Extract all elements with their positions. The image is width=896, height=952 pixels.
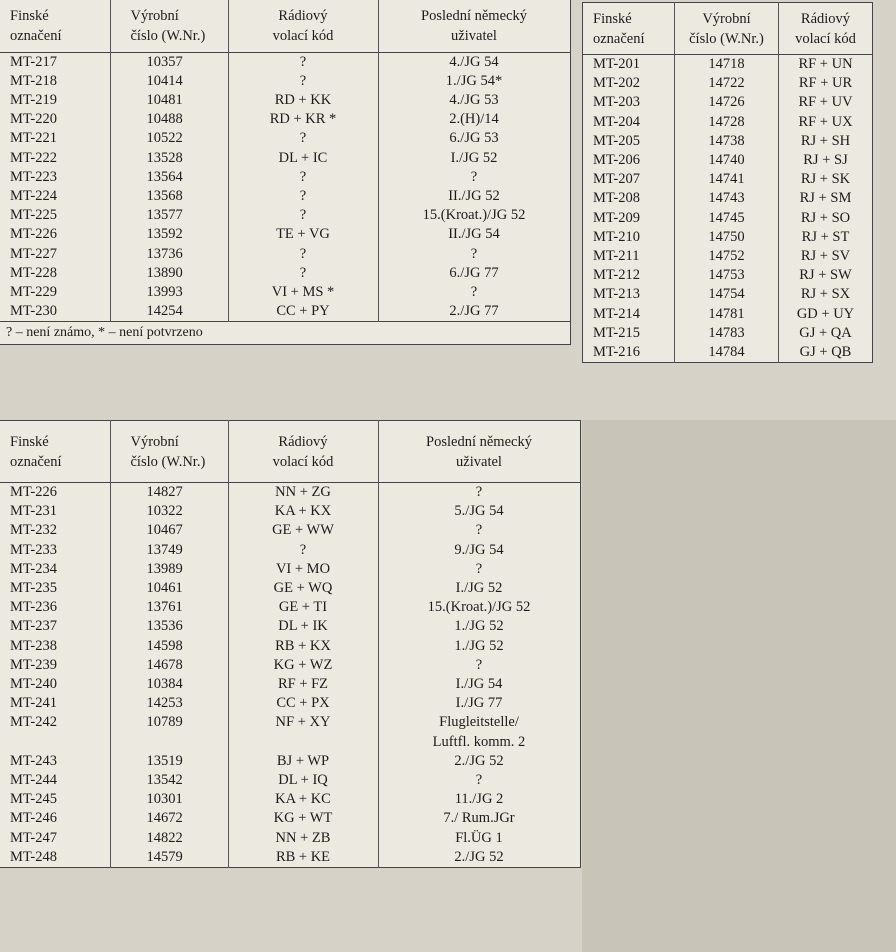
table-row <box>0 713 580 732</box>
designation-cell: MT-215 <box>593 324 640 341</box>
serial-cell: 14718 <box>675 55 779 75</box>
designation-cell: MT-222 <box>10 149 57 166</box>
serial-cell: 13536 <box>110 617 228 636</box>
designation-cell: MT-202 <box>593 75 640 92</box>
designation-cell: MT-206 <box>593 152 640 169</box>
table-row <box>0 617 580 636</box>
designation-cell: MT-248 <box>10 848 57 865</box>
table-row <box>0 809 580 828</box>
serial-cell: 10467 <box>110 521 228 540</box>
designation-cell: MT-220 <box>10 111 57 128</box>
designation-cell: MT-243 <box>10 752 57 769</box>
serial-cell: 13761 <box>110 598 228 617</box>
serial-cell: 10522 <box>110 129 228 148</box>
last-user-cell: II./JG 54 <box>378 225 570 244</box>
table-row <box>583 55 873 75</box>
serial-cell: 14753 <box>675 266 779 285</box>
designation-cell: MT-211 <box>593 248 640 265</box>
callsign-cell: KG + WZ <box>228 656 378 675</box>
designation-cell: MT-236 <box>10 599 57 616</box>
designation-cell: MT-234 <box>10 560 57 577</box>
serial-cell: 14827 <box>110 483 228 503</box>
callsign-cell: ? <box>228 72 378 91</box>
last-user-cell: ? <box>378 245 570 264</box>
header-finnish-designation: Finské označení <box>0 0 110 52</box>
serial-cell: 14783 <box>675 324 779 343</box>
designation-cell: MT-228 <box>10 264 57 281</box>
table-row <box>0 752 580 771</box>
header-radio-callsign: Rádiový volací kód <box>228 0 378 52</box>
serial-cell: 13564 <box>110 168 228 187</box>
designation-cell: MT-219 <box>10 91 57 108</box>
table-row <box>0 771 580 790</box>
table-row <box>583 305 873 324</box>
serial-cell: 14784 <box>675 343 779 363</box>
serial-cell: 13592 <box>110 225 228 244</box>
callsign-cell: NF + XY <box>228 713 378 732</box>
designation-cell: MT-247 <box>10 829 57 846</box>
callsign-cell: ? <box>228 245 378 264</box>
serial-cell: 14738 <box>675 132 779 151</box>
serial-cell: 14752 <box>675 247 779 266</box>
serial-cell: 14740 <box>675 151 779 170</box>
designation-cell: MT-239 <box>10 656 57 673</box>
callsign-cell: GE + TI <box>228 598 378 617</box>
serial-cell: 13568 <box>110 187 228 206</box>
last-user-cell: 15.(Kroat.)/JG 52 <box>378 598 580 617</box>
table-row <box>0 168 570 187</box>
designation-cell: MT-233 <box>10 541 57 558</box>
last-user-cell: ? <box>378 771 580 790</box>
callsign-cell: RJ + SX <box>779 285 873 304</box>
last-user-cell: ? <box>378 521 580 540</box>
callsign-cell: KG + WT <box>228 809 378 828</box>
table-row <box>0 560 580 579</box>
table-row <box>583 170 873 189</box>
designation-cell: MT-235 <box>10 580 57 597</box>
serial-cell: 14728 <box>675 113 779 132</box>
table-row <box>0 302 570 322</box>
designation-cell: MT-201 <box>593 56 640 72</box>
serial-cell: 10357 <box>110 52 228 72</box>
serial-cell: 14754 <box>675 285 779 304</box>
serial-cell: 14781 <box>675 305 779 324</box>
designation-cell: MT-232 <box>10 522 57 539</box>
table-row <box>583 113 873 132</box>
table-row <box>0 829 580 848</box>
table-row <box>0 694 580 713</box>
serial-cell: 14579 <box>110 848 228 868</box>
designation-cell: MT-203 <box>593 94 640 111</box>
designation-cell: MT-223 <box>10 168 57 185</box>
serial-cell: 10488 <box>110 110 228 129</box>
designation-cell: MT-217 <box>10 53 57 70</box>
callsign-cell: RJ + SO <box>779 209 873 228</box>
callsign-cell <box>228 733 378 752</box>
callsign-cell: RJ + ST <box>779 228 873 247</box>
serial-cell: 10414 <box>110 72 228 91</box>
designation-cell: MT-208 <box>593 190 640 207</box>
table-row <box>0 52 570 72</box>
table-row <box>583 324 873 343</box>
designation-cell: MT-224 <box>10 187 57 204</box>
callsign-cell: KA + KC <box>228 790 378 809</box>
table-row <box>0 541 580 560</box>
table-row <box>0 579 580 598</box>
callsign-cell: CC + PX <box>228 694 378 713</box>
serial-cell: 14750 <box>675 228 779 247</box>
designation-cell: MT-204 <box>593 113 640 130</box>
callsign-cell: GJ + QA <box>779 324 873 343</box>
table-row <box>0 264 570 283</box>
table-row <box>0 598 580 617</box>
table-right-top <box>582 2 873 363</box>
header-radio-callsign: Rádiový volací kód <box>779 3 873 55</box>
last-user-cell: ? <box>378 283 570 302</box>
header-finnish-designation: Finské označení <box>583 3 675 55</box>
callsign-cell: RF + UX <box>779 113 873 132</box>
callsign-cell: CC + PY <box>228 302 378 322</box>
header-last-german-user: Poslední německý uživatel <box>378 0 570 52</box>
header-serial-number: Výrobní číslo (W.Nr.) <box>675 3 779 55</box>
last-user-cell: ? <box>378 560 580 579</box>
designation-cell: MT-210 <box>593 228 640 245</box>
serial-cell <box>110 733 228 752</box>
table-row <box>0 521 580 540</box>
designation-cell: MT-209 <box>593 209 640 226</box>
callsign-cell: RD + KR * <box>228 110 378 129</box>
last-user-cell: 6./JG 53 <box>378 129 570 148</box>
last-user-cell: 4./JG 53 <box>378 91 570 110</box>
table-row <box>0 225 570 244</box>
table-row <box>583 266 873 285</box>
serial-cell: 10384 <box>110 675 228 694</box>
table-row <box>583 285 873 304</box>
callsign-cell: RF + UR <box>779 74 873 93</box>
serial-cell: 13989 <box>110 560 228 579</box>
callsign-cell: DL + IC <box>228 149 378 168</box>
serial-cell: 10322 <box>110 502 228 521</box>
serial-cell: 10461 <box>110 579 228 598</box>
designation-cell: MT-231 <box>10 503 57 520</box>
last-user-cell: 2./JG 52 <box>378 752 580 771</box>
last-user-cell: 9./JG 54 <box>378 541 580 560</box>
table-row <box>583 151 873 170</box>
table-row <box>0 129 570 148</box>
header-serial-number: Výrobní číslo (W.Nr.) <box>110 421 228 483</box>
designation-cell: MT-214 <box>593 305 640 322</box>
last-user-cell: ? <box>378 656 580 675</box>
table-row <box>0 483 580 503</box>
designation-cell: MT-227 <box>10 245 57 262</box>
table-row <box>0 245 570 264</box>
last-user-cell: I./JG 77 <box>378 694 580 713</box>
last-user-cell: 11./JG 2 <box>378 790 580 809</box>
callsign-cell: RF + UV <box>779 93 873 112</box>
last-user-cell: 5./JG 54 <box>378 502 580 521</box>
designation-cell: MT-221 <box>10 130 57 147</box>
callsign-cell: VI + MO <box>228 560 378 579</box>
callsign-cell: RB + KE <box>228 848 378 868</box>
callsign-cell: GJ + QB <box>779 343 873 363</box>
last-user-cell: 2.(H)/14 <box>378 110 570 129</box>
table-row <box>583 189 873 208</box>
callsign-cell: RJ + SH <box>779 132 873 151</box>
table-row <box>583 228 873 247</box>
designation-cell: MT-205 <box>593 132 640 149</box>
serial-cell: 14822 <box>110 829 228 848</box>
designation-cell: MT-242 <box>10 714 57 731</box>
designation-cell: MT-240 <box>10 676 57 693</box>
last-user-cell: I./JG 52 <box>378 149 570 168</box>
serial-cell: 14598 <box>110 637 228 656</box>
table-row <box>0 637 580 656</box>
designation-cell: MT-212 <box>593 267 640 284</box>
serial-cell: 14253 <box>110 694 228 713</box>
callsign-cell: DL + IK <box>228 617 378 636</box>
page-background-right <box>582 420 896 952</box>
callsign-cell: RF + UN <box>779 55 873 75</box>
serial-cell: 13993 <box>110 283 228 302</box>
designation-cell: MT-245 <box>10 791 57 808</box>
designation-cell <box>0 733 110 752</box>
designation-cell: MT-229 <box>10 283 57 300</box>
callsign-cell: RJ + SK <box>779 170 873 189</box>
table-row <box>0 110 570 129</box>
callsign-cell: ? <box>228 264 378 283</box>
callsign-cell: GD + UY <box>779 305 873 324</box>
serial-cell: 10481 <box>110 91 228 110</box>
table-header-row <box>0 0 570 52</box>
table-row <box>0 656 580 675</box>
serial-cell: 14741 <box>675 170 779 189</box>
table-row <box>0 848 580 868</box>
last-user-cell: II./JG 52 <box>378 187 570 206</box>
designation-cell: MT-230 <box>10 303 57 320</box>
table-row <box>0 502 580 521</box>
table-row <box>583 209 873 228</box>
serial-cell: 14743 <box>675 189 779 208</box>
last-user-cell: Fl.ÜG 1 <box>378 829 580 848</box>
table-row <box>583 93 873 112</box>
last-user-cell: I./JG 52 <box>378 579 580 598</box>
callsign-cell: ? <box>228 52 378 72</box>
last-user-cell: ? <box>378 168 570 187</box>
callsign-cell: GE + WQ <box>228 579 378 598</box>
serial-cell: 13736 <box>110 245 228 264</box>
callsign-cell: ? <box>228 187 378 206</box>
designation-cell: MT-237 <box>10 618 57 635</box>
serial-cell: 14672 <box>110 809 228 828</box>
table-row <box>0 149 570 168</box>
callsign-cell: ? <box>228 129 378 148</box>
serial-cell: 13542 <box>110 771 228 790</box>
callsign-cell: DL + IQ <box>228 771 378 790</box>
callsign-cell: NN + ZB <box>228 829 378 848</box>
table-row <box>583 247 873 266</box>
table-row <box>583 74 873 93</box>
last-user-cell: 7./ Rum.JGr <box>378 809 580 828</box>
serial-cell: 10301 <box>110 790 228 809</box>
last-user-cell: I./JG 54 <box>378 675 580 694</box>
table-row <box>0 675 580 694</box>
serial-cell: 13519 <box>110 752 228 771</box>
callsign-cell: BJ + WP <box>228 752 378 771</box>
callsign-cell: RJ + SM <box>779 189 873 208</box>
designation-cell: MT-207 <box>593 171 640 188</box>
table-row <box>0 733 580 752</box>
table-note: ? – není známo, * – není potvrzeno <box>0 322 570 345</box>
table-header-row <box>0 421 580 483</box>
serial-cell: 14678 <box>110 656 228 675</box>
designation-cell: MT-213 <box>593 286 640 303</box>
callsign-cell: RJ + SV <box>779 247 873 266</box>
table-header-row <box>583 3 873 55</box>
last-user-cell: 2./JG 77 <box>378 302 570 322</box>
header-last-german-user: Poslední německý uživatel <box>378 421 580 483</box>
serial-cell: 10789 <box>110 713 228 732</box>
last-user-cell: 1./JG 54* <box>378 72 570 91</box>
serial-cell: 13528 <box>110 149 228 168</box>
last-user-cell: Luftfl. komm. 2 <box>378 733 580 752</box>
callsign-cell: ? <box>228 168 378 187</box>
designation-cell: MT-226 <box>10 484 57 500</box>
serial-cell: 14722 <box>675 74 779 93</box>
callsign-cell: TE + VG <box>228 225 378 244</box>
callsign-cell: RD + KK <box>228 91 378 110</box>
designation-cell: MT-246 <box>10 810 57 827</box>
callsign-cell: NN + ZG <box>228 483 378 503</box>
callsign-cell: ? <box>228 206 378 225</box>
last-user-cell: 4./JG 54 <box>378 52 570 72</box>
last-user-cell: Flugleitstelle/ <box>378 713 580 732</box>
header-radio-callsign: Rádiový volací kód <box>228 421 378 483</box>
last-user-cell: 15.(Kroat.)/JG 52 <box>378 206 570 225</box>
serial-cell: 14745 <box>675 209 779 228</box>
serial-cell: 14726 <box>675 93 779 112</box>
table-row <box>0 206 570 225</box>
designation-cell: MT-244 <box>10 772 57 789</box>
serial-cell: 13577 <box>110 206 228 225</box>
table-row <box>583 132 873 151</box>
designation-cell: MT-225 <box>10 207 57 224</box>
serial-cell: 13890 <box>110 264 228 283</box>
serial-cell: 14254 <box>110 302 228 322</box>
designation-cell: MT-238 <box>10 637 57 654</box>
designation-cell: MT-241 <box>10 695 57 712</box>
last-user-cell: 1./JG 52 <box>378 637 580 656</box>
designation-cell: MT-226 <box>10 226 57 243</box>
table-row <box>0 283 570 302</box>
last-user-cell: 1./JG 52 <box>378 617 580 636</box>
table-left-bottom <box>0 420 581 868</box>
designation-cell: MT-218 <box>10 72 57 89</box>
table-row <box>0 72 570 91</box>
header-serial-number: Výrobní číslo (W.Nr.) <box>110 0 228 52</box>
callsign-cell: RF + FZ <box>228 675 378 694</box>
callsign-cell: VI + MS * <box>228 283 378 302</box>
callsign-cell: RJ + SW <box>779 266 873 285</box>
last-user-cell: 2./JG 52 <box>378 848 580 868</box>
last-user-cell: 6./JG 77 <box>378 264 570 283</box>
table-left-top <box>0 0 571 345</box>
last-user-cell: ? <box>378 483 580 503</box>
callsign-cell: RJ + SJ <box>779 151 873 170</box>
serial-cell: 13749 <box>110 541 228 560</box>
callsign-cell: KA + KX <box>228 502 378 521</box>
designation-cell: MT-216 <box>593 344 640 361</box>
table-row <box>0 91 570 110</box>
table-row <box>0 187 570 206</box>
callsign-cell: ? <box>228 541 378 560</box>
header-finnish-designation: Finské označení <box>0 421 110 483</box>
callsign-cell: RB + KX <box>228 637 378 656</box>
table-row <box>0 790 580 809</box>
callsign-cell: GE + WW <box>228 521 378 540</box>
table-row <box>583 343 873 363</box>
